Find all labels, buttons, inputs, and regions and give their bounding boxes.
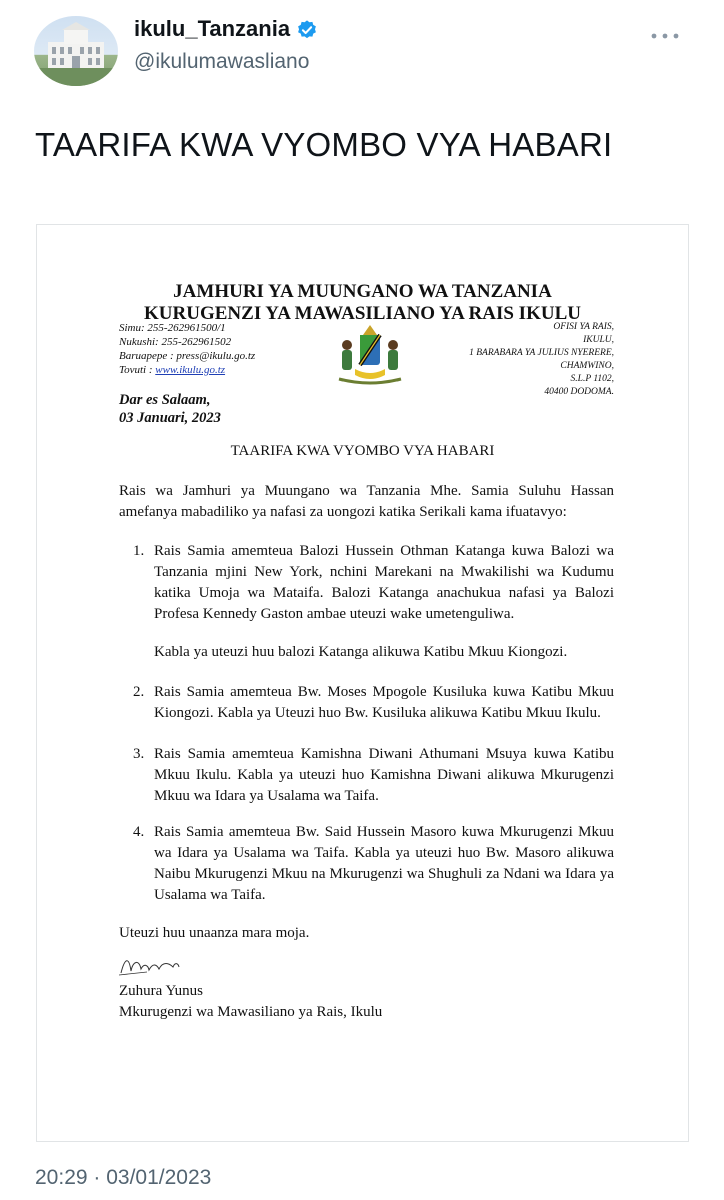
tweet-timestamp[interactable]: 20:29 · 03/01/2023 <box>35 1166 212 1189</box>
website-link[interactable]: www.ikulu.go.tz <box>155 364 226 376</box>
address-line: CHAMWINO, <box>560 361 614 371</box>
list-number: 4. <box>133 824 145 840</box>
list-item <box>133 822 614 906</box>
document-header-line1: JAMHURI YA MUUNGANO WA TANZANIA <box>173 281 552 302</box>
press-release-image[interactable] <box>36 224 689 1142</box>
address-line: IKULU, <box>583 335 614 345</box>
document-heading: TAARIFA KWA VYOMBO VYA HABARI <box>230 443 495 459</box>
place: Dar es Salaam, <box>119 392 211 408</box>
date: 03 Januari, 2023 <box>119 410 221 426</box>
address-line: OFISI YA RAIS, <box>553 322 614 332</box>
address-line: 1 BARABARA YA JULIUS NYERERE, <box>469 348 614 358</box>
address-line: S.L.P 1102, <box>570 374 614 384</box>
list-item <box>133 682 614 724</box>
list-number: 1. <box>133 543 145 559</box>
place-date <box>119 391 221 427</box>
signature-icon <box>117 953 181 979</box>
intro-paragraph: Rais wa Jamhuri ya Muungano wa Tanzania Mhe. Samia Suluhu Hassan amefanya mabadiliko ya nafasi za uongozi katika Serikali kama ifuatavyo: <box>119 483 614 520</box>
more-dots-icon <box>650 31 680 41</box>
list-text: Rais Samia amemteua Balozi Hussein Othman Katanga kuwa Balozi wa Tanzania mjini New York, nchini Marekani na Mwakilishi wa Kudumu katika Umoja wa Mataifa. Balozi Katanga anachukua nafasi ya Balozi Profesa Kennedy Gaston ambae uteuzi wake umetenguliwa. <box>154 543 614 622</box>
coat-of-arms-icon <box>333 323 407 385</box>
tweet-text: TAARIFA KWA VYOMBO VYA HABARI <box>35 126 613 163</box>
signer-title: Mkurugenzi wa Mawasiliano ya Rais, Ikulu <box>119 1004 383 1020</box>
address-line: 40400 DODOMA. <box>544 387 614 397</box>
contact-nukushi: Nukushi: 255-262961502 <box>119 336 232 348</box>
list-number: 2. <box>133 684 145 700</box>
closing-line: Uteuzi huu unaanza mara moja. <box>119 925 310 941</box>
contact-website: Tovuti : www.ikulu.go.tz <box>119 364 226 376</box>
contact-simu: Simu: 255-262961500/1 <box>119 322 226 334</box>
list-text: Rais Samia amemteua Bw. Moses Mpogole Kusiluka kuwa Katibu Mkuu Kiongozi. Kabla ya Uteuzi huo Bw. Kusiluka alikuwa Katibu Mkuu Ikulu. <box>154 684 614 721</box>
avatar[interactable] <box>34 16 118 86</box>
signer-block <box>119 981 382 1023</box>
list-note: Kabla ya uteuzi huu balozi Katanga alikuwa Katibu Mkuu Kiongozi. <box>154 644 568 660</box>
list-item <box>133 744 614 807</box>
list-text: Rais Samia amemteua Kamishna Diwani Athumani Msuya kuwa Katibu Mkuu Ikulu. Kabla ya uteuzi huo Kamishna Diwani alikuwa Mkurugenzi Mkuu wa Idara ya Usalama wa Taifa. <box>154 746 614 804</box>
address-block <box>469 321 614 399</box>
account-handle[interactable]: @ikulumawasliano <box>134 50 310 73</box>
contact-block <box>119 321 255 377</box>
contact-email: Baruapepe : press@ikulu.go.tz <box>119 350 256 362</box>
account-display-name[interactable]: ikulu_Tanzania <box>134 16 318 42</box>
document-header-line2: KURUGENZI YA MAWASILIANO YA RAIS IKULU <box>144 303 581 324</box>
list-text: Rais Samia amemteua Bw. Said Hussein Masoro kuwa Mkurugenzi Mkuu wa Idara ya Usalama wa Taifa. Kabla ya uteuzi huo Bw. Masoro alikuwa Naibu Mkurugenzi Mkuu na Mkurugenzi wa Shughuli za Ndani wa Idara ya Usalama wa Taifa. <box>154 824 614 903</box>
verified-badge-icon <box>296 19 318 41</box>
signer-name: Zuhura Yunus <box>119 983 204 999</box>
list-number: 3. <box>133 746 145 762</box>
state-house-avatar-icon <box>34 16 118 86</box>
more-options-icon[interactable] <box>650 20 680 48</box>
list-item <box>133 541 614 625</box>
